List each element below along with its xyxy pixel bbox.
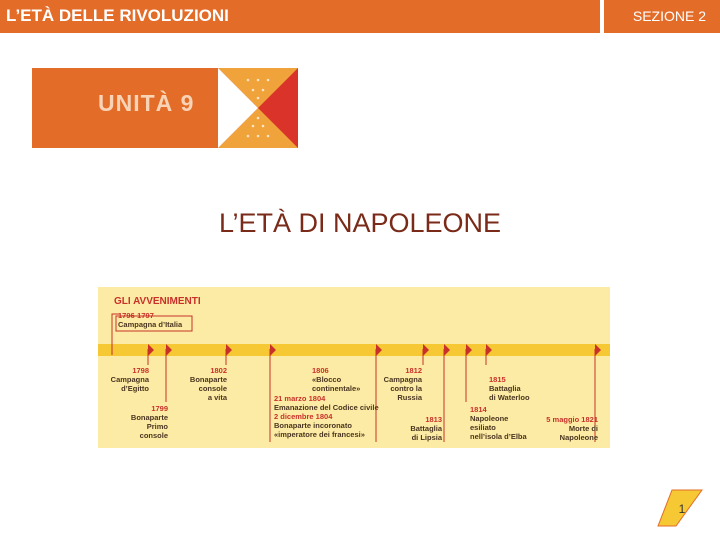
section-title: L’ETÀ DELLE RIVOLUZIONI	[6, 6, 229, 25]
unit-emblem-icon	[218, 68, 298, 148]
timeline-arrowhead	[606, 344, 610, 356]
unit-label: UNITÀ 9	[98, 90, 195, 116]
event-text: Emanazione del Codice civile	[274, 403, 379, 412]
event-1802	[190, 366, 227, 402]
event-text: Campagna d’Egitto	[110, 375, 149, 393]
header-left-bar	[0, 0, 600, 33]
event-1796	[118, 311, 182, 329]
event-date: 1812	[405, 366, 422, 375]
header-right-bar	[604, 0, 720, 33]
event-1813	[410, 415, 442, 442]
event-text: Battaglia di Waterloo	[489, 384, 530, 402]
event-text: «Blocco continentale»	[312, 375, 361, 393]
event-text: Bonaparte console a vita	[189, 375, 227, 402]
event-date: 5 maggio 1821	[546, 415, 598, 424]
event-date: 1799	[151, 404, 168, 413]
event-date: 21 marzo 1804	[274, 394, 326, 403]
event-1821	[546, 415, 598, 442]
event-1798	[111, 366, 149, 393]
event-text: Campagna d’Italia	[118, 320, 183, 329]
unit-banner	[32, 68, 220, 148]
event-text: Bonaparte incoronato «imperatore dei francesi»	[274, 421, 365, 439]
event-1804	[274, 394, 379, 439]
page-number: 1	[678, 502, 686, 516]
event-date: 1814	[470, 405, 487, 414]
timeline-heading: GLI AVVENIMENTI	[114, 296, 201, 307]
event-text: Bonaparte Primo console	[130, 413, 168, 440]
event-date: 1796-1797	[118, 311, 154, 320]
event-date: 1802	[210, 366, 227, 375]
timeline-figure	[98, 287, 610, 448]
timeline-band	[98, 344, 610, 356]
event-text: Battaglia di Lipsia	[410, 424, 442, 442]
event-date: 1806	[312, 366, 329, 375]
event-date: 2 dicembre 1804	[274, 412, 333, 421]
event-1799	[131, 404, 168, 440]
event-1806	[312, 366, 360, 393]
event-1812	[384, 366, 422, 402]
event-date: 1798	[132, 366, 149, 375]
section-number: SEZIONE 2	[632, 8, 706, 24]
event-1815	[489, 375, 530, 402]
page-title: L’ETÀ DI NAPOLEONE	[218, 208, 502, 238]
event-text: Campagna contro la Russia	[383, 375, 422, 402]
event-date: 1815	[489, 375, 506, 384]
event-date: 1813	[425, 415, 442, 424]
event-1814	[470, 405, 527, 441]
event-text: Napoleone esiliato nell’isola d’Elba	[470, 414, 527, 441]
event-text: Morte di Napoleone	[559, 424, 598, 442]
